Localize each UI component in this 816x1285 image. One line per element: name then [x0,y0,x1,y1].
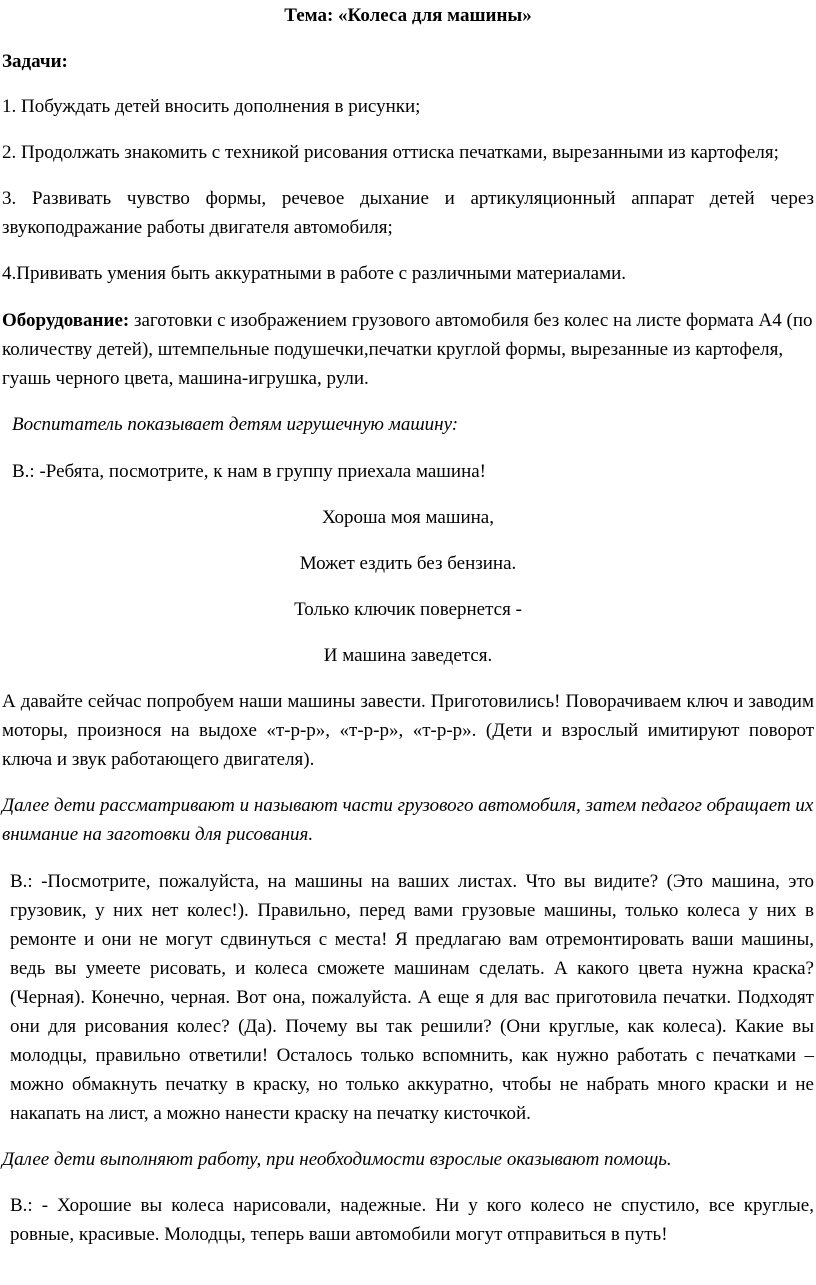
task-item-2: 2. Продолжать знакомить с техникой рисования оттиска печатками, вырезанными из картофеля; [2,142,779,163]
equipment-paragraph [2,306,814,393]
task-item-4: 4.Прививать умения быть аккуратными в работе с различными материалами. [2,263,627,284]
poem-line-1: Хороша моя машина, [322,507,494,528]
poem-line-2: Может ездить без бензина. [299,553,517,574]
poem-line-4: И машина заведется. [323,645,493,666]
equipment-label: Оборудование: [2,310,130,331]
poem-line-3: Только ключик повернется - [294,599,522,620]
task-item-1: 1. Побуждать детей вносить дополнения в рисунки; [2,96,421,117]
equipment-text: заготовки с изображением грузового автомобиля без колес на листе формата А4 (по количеству детей), штемпельные подушечки,печатки круглой формы, вырезанные из картофеля, гуашь черного цвета, машина-игрушка, рули. [2,310,813,389]
narration-show-toy: Воспитатель показывает детям игрушечную машину: [12,414,459,435]
teacher-line-greeting: В.: -Ребята, посмотрите, к нам в группу приехала машина! [12,461,487,482]
teacher-line-praise: В.: - Хорошие вы колеса нарисовали, надежные. Ни у кого колесо не спустило, все круглые, ровные, красивые. Молодцы, теперь ваши автомобили могут отправиться в путь! [10,1195,814,1245]
narration-examine-parts: Далее дети рассматривают и называют части грузового автомобиля, затем педагог обращает их внимание на заготовки для рисования. [2,795,814,845]
tasks-heading: Задачи: [2,51,68,72]
document-title: Тема: «Колеса для машины» [284,5,532,26]
engines-paragraph: А давайте сейчас попробуем наши машины завести. Приготовились! Поворачиваем ключ и заводим моторы, произнося на выдохе «т-р-р», «т-р-р», «т-р-р». (Дети и взрослый имитируют поворот ключа и звук работающего двигателя). [2,691,814,770]
narration-do-work: Далее дети выполняют работу, при необходимости взрослые оказывают помощь. [2,1149,672,1170]
teacher-line-instructions: В.: -Посмотрите, пожалуйста, на машины на ваших листах. Что вы видите? (Это машина, это грузовик, у них нет колес!). Правильно, перед вами грузовые машины, только колеса у них в ремонте и они не могут сдвинуться с места! Я предлагаю вам отремонтировать ваши машины, ведь вы умеете рисовать, и колеса сможете машинам сделать. А какого цвета нужна краска? (Черная). Конечно, черная. Вот она, пожалуйста. А еще я для вас приготовила печатки. Подходят они для рисования колес? (Да). Почему вы так решили? (Они круглые, как колеса). Какие вы молодцы, правильно ответили! Осталось только вспомнить, как нужно работать с печатками – можно обмакнуть печатку в краску, но только аккуратно, чтобы не набрать много краски и не накапать на лист, а можно нанести краску на печатку кисточкой. [10,871,814,1124]
task-item-3: 3. Развивать чувство формы, речевое дыхание и артикуляционный аппарат детей через звукоподражание работы двигателя автомобиля; [2,188,814,238]
